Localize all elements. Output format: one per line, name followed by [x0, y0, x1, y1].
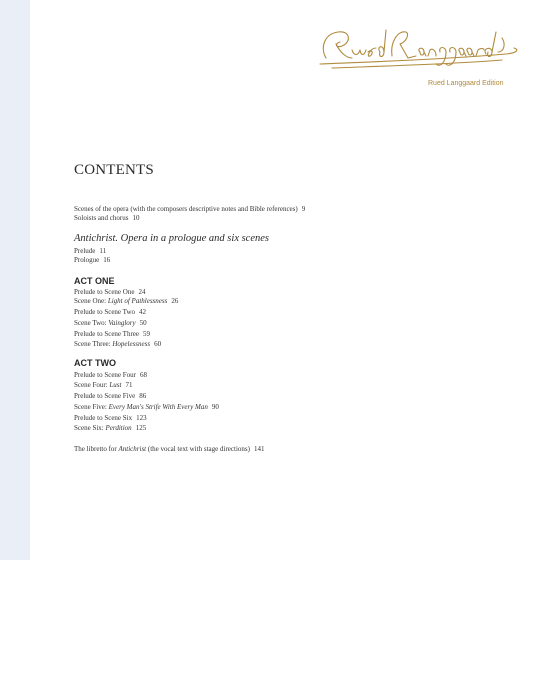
toc-entry-act-two [74, 414, 147, 422]
toc-entry-title: Hopelessness [112, 340, 151, 348]
toc-page-number: 68 [140, 371, 148, 379]
toc-page-number: 123 [136, 414, 147, 422]
toc-entry-act-one [74, 319, 147, 327]
toc-entry-scenes [74, 205, 305, 213]
toc-page-number: 71 [125, 381, 133, 389]
toc-entry-text: Scene Two: [74, 319, 109, 327]
toc-entry-text: Prelude to Scene One [74, 288, 135, 296]
toc-entry-text: Scene One: [74, 297, 108, 305]
toc-entry-text: The libretto for [74, 445, 119, 453]
toc-entry-text: Prelude to Scene Five [74, 392, 136, 400]
toc-page-number: 10 [132, 214, 140, 222]
toc-entry-libretto [74, 445, 264, 453]
act-one-heading: ACT ONE [74, 276, 115, 286]
toc-entry-act-one [74, 330, 150, 338]
toc-page-number: 60 [154, 340, 162, 348]
toc-page-number: 9 [301, 205, 306, 213]
toc-entry-title: Antichrist [118, 445, 147, 453]
toc-entry-title: Perdition [105, 424, 132, 432]
toc-entry-act-two [74, 424, 146, 432]
toc-entry-text: Prologue [74, 256, 100, 264]
toc-page-number: 42 [139, 308, 147, 316]
toc-entry-act-two [74, 371, 147, 379]
toc-page-number: 24 [138, 288, 146, 296]
toc-page-number: 125 [135, 424, 147, 432]
toc-entry-title: Every Man's Strife With Every Man [108, 403, 208, 411]
toc-entry-text: Scene Four: [74, 381, 110, 389]
toc-page-number: 141 [253, 445, 265, 453]
toc-entry-prelude [74, 247, 106, 255]
toc-page-number: 16 [103, 256, 111, 264]
toc-entry-text: Prelude [74, 247, 96, 255]
toc-entry-text: Scene Five: [74, 403, 109, 411]
signature-logo [306, 18, 528, 78]
toc-entry-prologue [74, 256, 110, 264]
toc-entry-act-two [74, 381, 132, 389]
toc-entry-act-one [74, 340, 161, 348]
opera-title: Antichrist. Opera in a prologue and six scenes [74, 233, 270, 244]
toc-page-number: 86 [139, 392, 147, 400]
toc-entry-title: Lust [109, 381, 122, 389]
toc-page-number: 11 [99, 247, 107, 255]
toc-entry-text: Prelude to Scene Six [74, 414, 133, 422]
toc-entry-act-one [74, 288, 145, 296]
left-margin-strip [0, 0, 30, 560]
act-two-heading: ACT TWO [74, 358, 116, 368]
toc-entry-act-two [74, 392, 146, 400]
toc-entry-title: Light of Pathlessness [107, 297, 168, 305]
toc-entry-text: Scenes of the opera (with the composers descriptive notes and Bible references) [74, 205, 298, 213]
toc-entry-text: Soloists and chorus [74, 214, 129, 222]
edition-label: Rued Langgaard Edition [428, 80, 504, 87]
toc-entry-text: (the vocal text with stage directions) [146, 445, 250, 453]
toc-entry-text: Prelude to Scene Three [74, 330, 139, 338]
toc-entry-text: Prelude to Scene Four [74, 371, 137, 379]
toc-entry-title: Vainglory [108, 319, 136, 327]
toc-entry-text: Scene Six: [74, 424, 106, 432]
toc-entry-act-one [74, 308, 146, 316]
toc-page-number: 90 [211, 403, 219, 411]
toc-page-number: 59 [143, 330, 150, 338]
toc-entry-act-two [74, 403, 219, 411]
toc-page-number: 50 [139, 319, 147, 327]
toc-entry-text: Prelude to Scene Two [74, 308, 136, 316]
toc-page-number: 26 [171, 297, 179, 305]
toc-entry-act-one [74, 297, 178, 305]
toc-entry-text: Scene Three: [74, 340, 113, 348]
contents-heading: CONTENTS [74, 162, 154, 178]
toc-entry-soloists [74, 214, 139, 222]
